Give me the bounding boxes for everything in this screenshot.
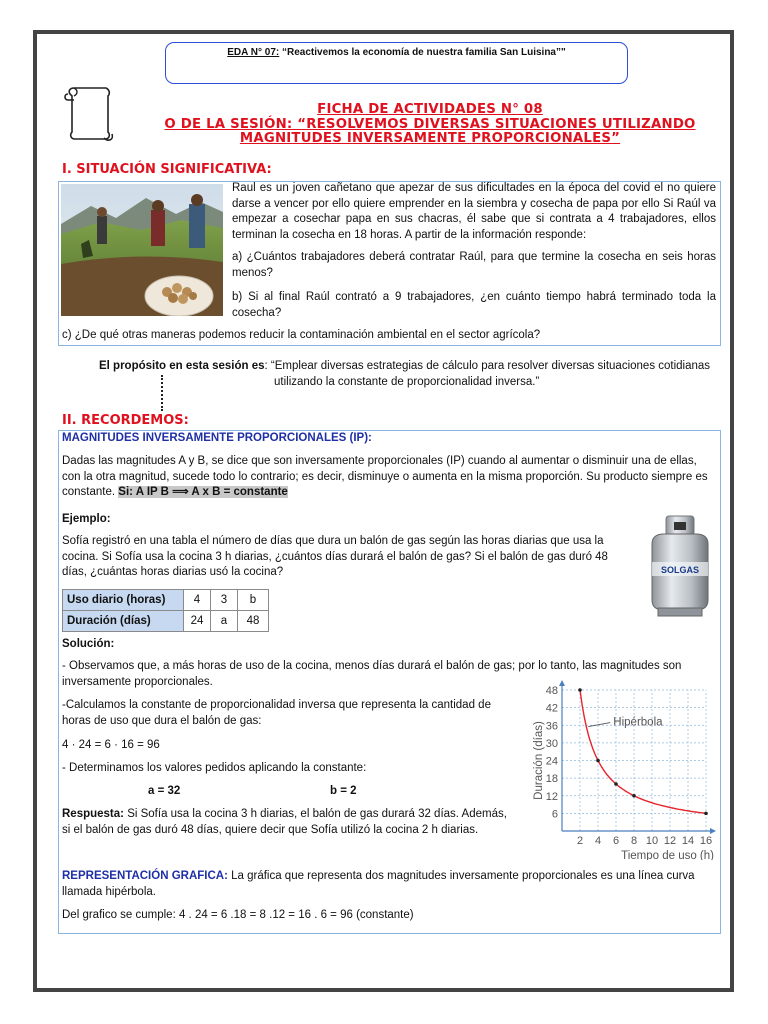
table-cell: a xyxy=(211,611,238,632)
purpose-text: : “Emplear diversas estrategias de cálculo para resolver diversas situaciones cotidianas xyxy=(264,360,711,372)
data-point xyxy=(704,812,708,816)
y-tick-label: 48 xyxy=(545,685,558,697)
y-tick-label: 30 xyxy=(545,737,558,750)
ip-definition xyxy=(62,454,714,501)
graph-relation: Del grafico se cumple: 4 . 24 = 6 .18 = 8 .12 = 16 . 6 = 96 (constante) xyxy=(62,909,414,921)
question-b: b) Si al final Raúl contrató a 9 trabajadores, ¿en cuánto tiempo habrá terminado toda la cosecha? xyxy=(232,291,716,319)
situation-intro: Raul es un joven cañetano que apezar de sus dificultades en la época del covid el no quiere darse a vencer por ello quiere emprender en la siembra y cosecha de papa por ello Si Raúl va empezar a cosechar papa en sus chacras, él sabe que si contrata a 4 trabajadores, ellos terminan la cosecha en 18 horas. A partir de la información responde: xyxy=(232,182,716,241)
solution-step-3: - Determinamos los valores pedidos aplicando la constante: xyxy=(62,762,367,774)
x-tick-label: 14 xyxy=(681,835,695,847)
constant-equation: 4 · 24 = 6 · 16 = 96 xyxy=(62,739,160,751)
answer-paragraph xyxy=(62,807,510,838)
table-cell: 3 xyxy=(211,590,238,611)
y-tick-label: 42 xyxy=(545,702,558,715)
chart-xlabel: Tiempo de uso (h) xyxy=(621,850,714,860)
y-tick-label: 12 xyxy=(545,790,558,803)
y-tick-label: 36 xyxy=(545,720,558,733)
purpose-line-1 xyxy=(99,359,719,375)
answer-label: Respuesta: xyxy=(62,808,124,820)
table-row xyxy=(63,611,269,632)
solution-label: Solución: xyxy=(62,638,115,650)
annotation-label: Hipérbola xyxy=(613,716,663,729)
result-a: a = 32 xyxy=(148,785,181,797)
x-tick-label: 2 xyxy=(576,835,584,847)
ip-subheading: MAGNITUDES INVERSAMENTE PROPORCIONALES (IP): xyxy=(62,432,372,444)
solution-step-1: - Observamos que, a más horas de uso de la cocina, menos días durará el balón de gas; por lo tanto, las magnitudes son inversamente proporcionales. xyxy=(62,660,682,688)
potato-harvest-photo xyxy=(61,184,223,316)
solution-step-2: -Calculamos la constante de proporcionalidad inversa que representa la cantidad de horas de uso que dura el balón de gas: xyxy=(62,699,491,727)
graph-text: La gráfica que representa dos magnitudes inversamente proporcionales es una línea curva llamada hipérbola. xyxy=(62,870,695,898)
dotted-connector xyxy=(161,375,165,411)
y-axis-arrow xyxy=(559,680,565,686)
title-line-2: O DE LA SESIÓN: “RESOLVEMOS DIVERSAS SITUACIONES UTILIZANDO xyxy=(164,116,696,132)
section-1-heading: I. SITUACIÓN SIGNIFICATIVA: xyxy=(62,162,272,177)
eda-title xyxy=(165,47,628,58)
x-tick-label: 8 xyxy=(630,835,638,847)
table-cell: 4 xyxy=(184,590,211,611)
hyperbola-curve xyxy=(580,690,706,813)
graph-label: REPRESENTACIÓN GRAFICA: xyxy=(62,870,228,882)
ip-formula: Si: A IP B ⟹ A x B = constante xyxy=(118,486,288,498)
y-tick-label: 18 xyxy=(545,773,558,786)
example-text: Sofía registró en una tabla el número de días que dura un balón de gas según las horas diarias que usa la cocina. Si Sofía usa la cocina 3 h diarias, ¿cuántos días durará el balón de gas? Si el balón de gas duró 48 días, ¿cuántas horas diarias usó la cocina? xyxy=(62,535,608,578)
section-2-heading: II. RECORDEMOS: xyxy=(62,413,189,428)
x-tick-label: 16 xyxy=(699,835,713,847)
table-row xyxy=(63,590,269,611)
data-point xyxy=(614,782,618,786)
chart-points xyxy=(578,688,708,815)
question-c: c) ¿De qué otras maneras podemos reducir la contaminación ambiental en el sector agrícola? xyxy=(62,329,541,341)
example-label: Ejemplo: xyxy=(62,513,111,525)
result-b: b = 2 xyxy=(330,785,357,797)
hyperbola-chart xyxy=(530,676,718,860)
ip-definition-text: Dadas las magnitudes A y B, se dice que son inversamente proporcionales (IP) cuando al aumentar o disminuir una de ellas, con la otra magnitud, sucede todo lo contrario; es decir, disminuye o aumenta en la misma proporción. Su producto siempre es constante. xyxy=(62,455,708,498)
annotation-leader xyxy=(588,723,610,727)
data-point xyxy=(596,759,600,763)
chart-ylabel: Duración (días) xyxy=(533,721,545,800)
x-tick-label: 12 xyxy=(663,835,677,847)
x-tick-label: 6 xyxy=(612,835,620,847)
eda-prefix: EDA N° 07: xyxy=(227,47,280,58)
answer-text: Si Sofía usa la cocina 3 h diarias, el balón de gas durará 32 días. Además, si el balón de gas duró 48 días, quiere decir que Sofía utilizó la cocina 2 h diarias. xyxy=(62,808,507,836)
table-cell: 24 xyxy=(184,611,211,632)
x-tick-label: 10 xyxy=(645,835,659,847)
gas-cylinder-image xyxy=(644,514,716,618)
title-line-1: FICHA DE ACTIVIDADES N° 08 xyxy=(317,102,543,117)
purpose-line-2: utilizando la constante de proporcionalidad inversa.” xyxy=(274,376,540,388)
x-axis-arrow xyxy=(710,828,716,834)
gas-brand-label: SOLGAS xyxy=(660,565,700,575)
question-a: a) ¿Cuántos trabajadores deberá contratar Raúl, para que termine la cosecha en seis horas menos? xyxy=(232,251,716,279)
data-point xyxy=(632,794,636,798)
table-row-label: Uso diario (horas) xyxy=(63,590,184,611)
table-cell: 48 xyxy=(238,611,269,632)
table-cell: b xyxy=(238,590,269,611)
graph-paragraph xyxy=(62,869,714,900)
usage-table xyxy=(62,589,269,632)
purpose-label: El propósito en esta sesión es xyxy=(99,360,265,372)
chart-tick-labels xyxy=(546,685,712,847)
ficha-title xyxy=(100,103,760,147)
x-tick-label: 4 xyxy=(594,835,602,847)
y-tick-label: 6 xyxy=(551,808,558,821)
eda-name: “Reactivemos la economía de nuestra familia San Luisina”" xyxy=(279,47,566,58)
title-line-3: MAGNITUDES INVERSAMENTE PROPORCIONALES” xyxy=(239,131,621,146)
y-tick-label: 24 xyxy=(545,755,558,768)
data-point xyxy=(578,688,582,692)
table-row-label: Duración (días) xyxy=(63,611,184,632)
